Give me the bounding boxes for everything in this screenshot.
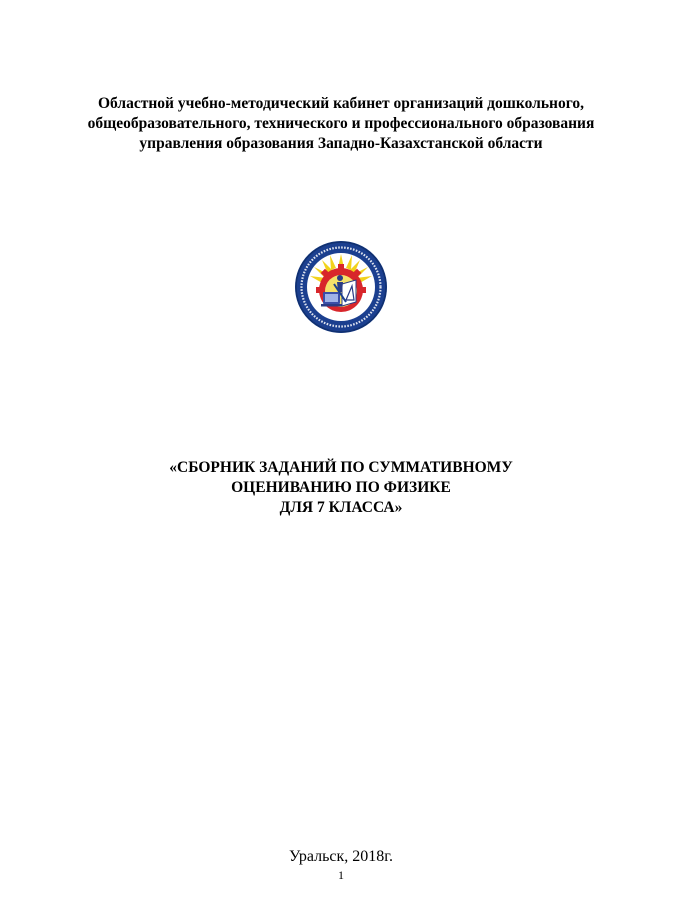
city-year: Уральск, 2018г. — [288, 848, 394, 865]
title-line: «СБОРНИК ЗАДАНИЙ ПО СУММАТИВНОМУ — [169, 459, 513, 476]
title-line: ОЦЕНИВАНИЮ ПО ФИЗИКЕ — [231, 479, 451, 496]
organization-header — [40, 94, 642, 154]
institution-emblem-icon — [294, 240, 388, 334]
header-line: управления образования Западно-Казахстанской области — [139, 135, 543, 152]
title-line: ДЛЯ 7 КЛАССА» — [279, 499, 403, 516]
header-line: Областной учебно-методический кабинет организаций дошкольного, — [98, 95, 584, 112]
header-line: общеобразовательного, технического и профессионального образования — [87, 115, 595, 132]
document-title — [40, 458, 642, 518]
page-number: 1 — [338, 868, 344, 882]
